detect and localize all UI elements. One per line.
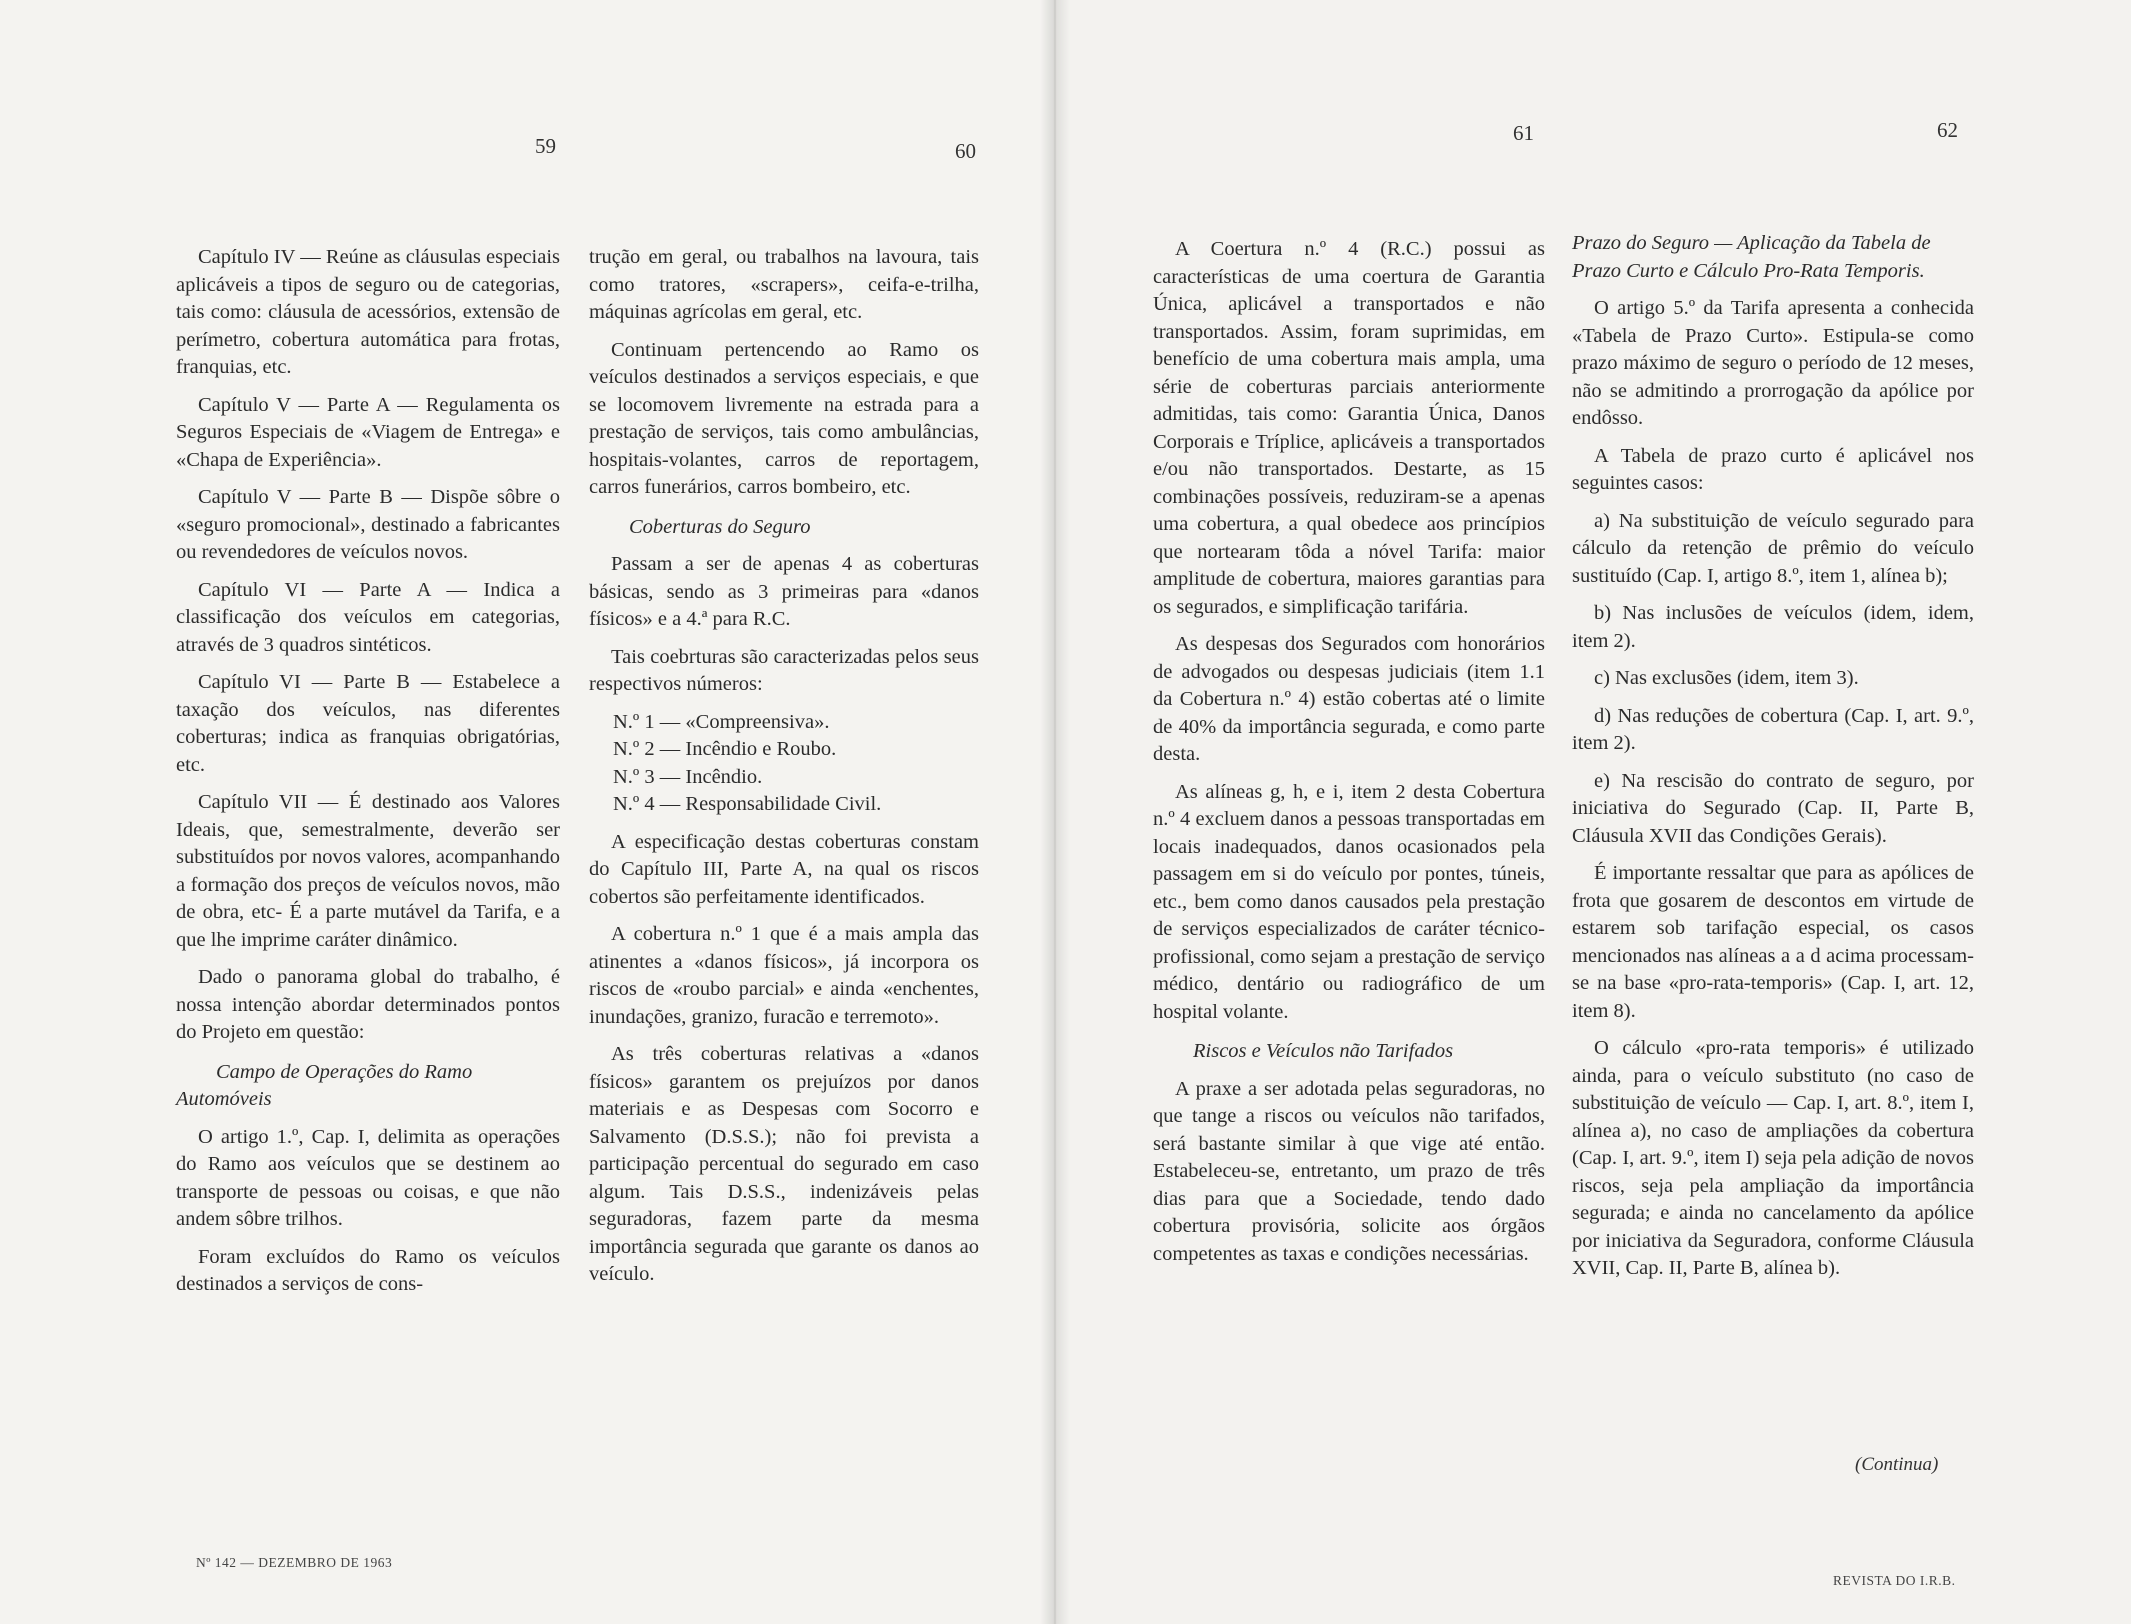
- paragraph: A Coertura n.º 4 (R.C.) possui as características de uma coertura de Garantia Única, aplicável a transportados e não transportados. Assim, foram suprimidas, em benefício de uma cobertura mais ampla, uma série de coberturas parciais anteriormente admitidas, tais como: Garantia Única, Danos Corporais e Tríplice, aplicáveis a transportados e/ou não transportados. Destarte, as 15 combinações possíveis, reduziram-se a apenas uma cobertura, a qual obedece aos princípios que nortearam tôda a nóvel Tarifa: maior amplitude de cobertura, maiores garantias para os segurados, e simplificação tarifária.: [1153, 238, 1545, 618]
- paragraph: e) Na rescisão do contrato de seguro, por iniciativa do Segurado (Cap. II, Parte B, Cláusula XVII das Condições Gerais).: [1572, 769, 1974, 847]
- footer-journal: REVISTA DO I.R.B.: [1833, 1573, 1956, 1588]
- paragraph: O cálculo «pro-rata temporis» é utilizado ainda, para o veículo substituto (no caso de substituição de veículo — Cap. I, art. 8.º, item I, alínea a), no caso de ampliações da cobertura (Cap. I, art. 9.º, item I) seja pela adição de novos riscos, seja pela ampliação da importância segurada; e ainda no cancelamento da apólice por iniciativa da Seguradora, conforme Cláusula XVII, Cap. II, Parte B, alínea b).: [1572, 1037, 1974, 1279]
- column-1: [176, 244, 560, 1309]
- paragraph: Capítulo V — Parte B — Dispõe sôbre o «seguro promocional», destinado a fabricantes ou revendedores de veículos novos.: [176, 486, 560, 563]
- section-heading: Coberturas do Seguro: [629, 515, 811, 538]
- paragraph: Capítulo V — Parte A — Regulamenta os Seguros Especiais de «Viagem de Entrega» e «Chapa de Experiência».: [176, 393, 560, 471]
- paragraph: As despesas dos Segurados com honorários de advogados ou despesas judiciais (item 1.1 da Cobertura n.º 4) estão cobertas até o limite de 40% da importância segurada, e como parte desta.: [1153, 633, 1545, 765]
- paragraph: Capítulo VII — É destinado aos Valores Ideais, que, semestralmente, deverão ser substituídos por novos valores, acompanhando a formação dos preços de veículos novos, mão de obra, etc- É a parte mutável da Tarifa, e a que lhe imprime caráter dinâmico.: [176, 791, 560, 951]
- paragraph: As alíneas g, h, e i, item 2 desta Cobertura n.º 4 excluem danos a pessoas transportadas em locais inadequados, danos ocasionados pela passagem em si do veículo por pontes, túneis, etc., bem como danos causados pela prestação de serviços especializados de caráter técnico-profissional, como sejam a prestação de serviço médico, dentário ou radiográfico de um hospital volante.: [1153, 780, 1545, 1023]
- paragraph: Capítulo VI — Parte A — Indica a classificação dos veículos em categorias, através de 3 quadros sintéticos.: [176, 578, 560, 656]
- list-item: N.º 3 — Incêndio.: [613, 765, 763, 788]
- section-heading: Riscos e Veículos não Tarifados: [1193, 1040, 1454, 1062]
- column-3: [1153, 236, 1545, 1278]
- paragraph: Tais coebrturas são caracterizadas pelos seus respectivos números:: [589, 645, 979, 695]
- page-number-62: 62: [1937, 118, 1958, 142]
- paragraph: O artigo 5.º da Tarifa apresenta a conhecida «Tabela de Prazo Curto». Estipula-se como prazo máximo de seguro o período de 12 meses, não se admitindo a prorrogação da apólice por endôsso.: [1572, 297, 1974, 429]
- paragraph: Dado o panorama global do trabalho, é nossa intenção abordar determinados pontos do Projeto em questão:: [176, 966, 560, 1043]
- paragraph: A praxe a ser adotada pelas seguradoras, no que tange a riscos ou veículos não tarifados, será bastante similar à que vige até então. Estabeleceu-se, entretanto, um prazo de três dias para que a Sociedade, tendo dado cobertura provisória, solicite aos órgãos competentes as taxas e condições necessárias.: [1153, 1077, 1545, 1265]
- paragraph: É importante ressaltar que para as apólices de frota que gosarem de descontos em virtude de estarem sob tarifação especial, os casos mencionados nas alíneas a a d acima processam-se na base «pro-rata-temporis» (Cap. I, art. 12, item 8).: [1572, 862, 1974, 1022]
- section-heading: Prazo do Seguro — Aplicação da Tabela de Prazo Curto e Cálculo Pro-Rata Temporis.: [1572, 232, 1931, 282]
- paragraph: O artigo 1.º, Cap. I, delimita as operações do Ramo aos veículos que se destinem ao transporte de pessoas ou coisas, e que não andem sôbre trilhos.: [176, 1125, 560, 1230]
- page-number-59: 59: [535, 134, 556, 158]
- paragraph: Continuam pertencendo ao Ramo os veículos destinados a serviços especiais, e que se locomovem livremente na estrada para a prestação de serviços, tais como ambulâncias, hospitais-volantes, carros de reportagem, carros funerários, carros bombeiro, etc.: [589, 338, 979, 498]
- paragraph: d) Nas reduções de cobertura (Cap. I, art. 9.º, item 2).: [1572, 704, 1974, 754]
- paragraph: Foram excluídos do Ramo os veículos destinados a serviços de cons-: [176, 1245, 560, 1295]
- page-number-60: 60: [955, 139, 976, 163]
- paragraph: trução em geral, ou trabalhos na lavoura, tais como tratores, «scrapers», ceifa-e-trilha, máquinas agrícolas em geral, etc.: [589, 246, 979, 323]
- column-4: [1572, 230, 1974, 1293]
- footer-issue: Nº 142 — DEZEMBRO DE 1963: [196, 1555, 393, 1570]
- coverage-list: [589, 709, 979, 819]
- column-2: [589, 244, 979, 1299]
- paragraph: c) Nas exclusões (idem, item 3).: [1594, 667, 1859, 689]
- page-gutter: [1040, 0, 1070, 1624]
- page-number-61: 61: [1513, 121, 1534, 145]
- list-item: N.º 2 — Incêndio e Roubo.: [613, 738, 837, 760]
- continued-note: (Continua): [1855, 1454, 1939, 1475]
- paragraph: Capítulo IV — Reúne as cláusulas especiais aplicáveis a tipos de seguro ou de categorias, tais como: cláusula de acessórios, extensão de perímetro, cobertura automática para frotas, franquias, etc.: [176, 246, 560, 378]
- list-item: N.º 1 — «Compreensiva».: [613, 710, 830, 733]
- paragraph: As três coberturas relativas a «danos físicos» garantem os prejuízos por danos materiais e as Despesas com Socorro e Salvamento (D.S.S.); não foi prevista a participação percentual do segurado em caso algum. Tais D.S.S., indenizáveis pelas seguradoras, fazem parte da mesma importância segurada que garante os danos ao veículo.: [589, 1043, 979, 1285]
- paragraph: Capítulo VI — Parte B — Estabelece a taxação dos veículos, nas diferentes coberturas; indica as franquias obrigatórias, etc.: [176, 671, 560, 776]
- paragraph: A especificação destas coberturas constam do Capítulo III, Parte A, na qual os riscos cobertos são perfeitamente identificados.: [589, 830, 979, 908]
- paragraph: b) Nas inclusões de veículos (idem, idem, item 2).: [1572, 602, 1974, 652]
- paragraph: Passam a ser de apenas 4 as coberturas básicas, sendo as 3 primeiras para «danos físicos» e a 4.ª para R.C.: [589, 553, 979, 630]
- paragraph: A Tabela de prazo curto é aplicável nos seguintes casos:: [1572, 444, 1974, 494]
- section-heading: Campo de Operações do Ramo Automóveis: [176, 1060, 473, 1110]
- paragraph: a) Na substituição de veículo segurado para cálculo da retenção de prêmio do veículo sustituído (Cap. I, artigo 8.º, item 1, alínea b);: [1572, 509, 1974, 587]
- paragraph: A cobertura n.º 1 que é a mais ampla das atinentes a «danos físicos», já incorpora os riscos de «roubo parcial» e ainda «enchentes, inundações, granizo, furacão e terremoto».: [589, 923, 979, 1028]
- list-item: N.º 4 — Responsabilidade Civil.: [613, 793, 882, 815]
